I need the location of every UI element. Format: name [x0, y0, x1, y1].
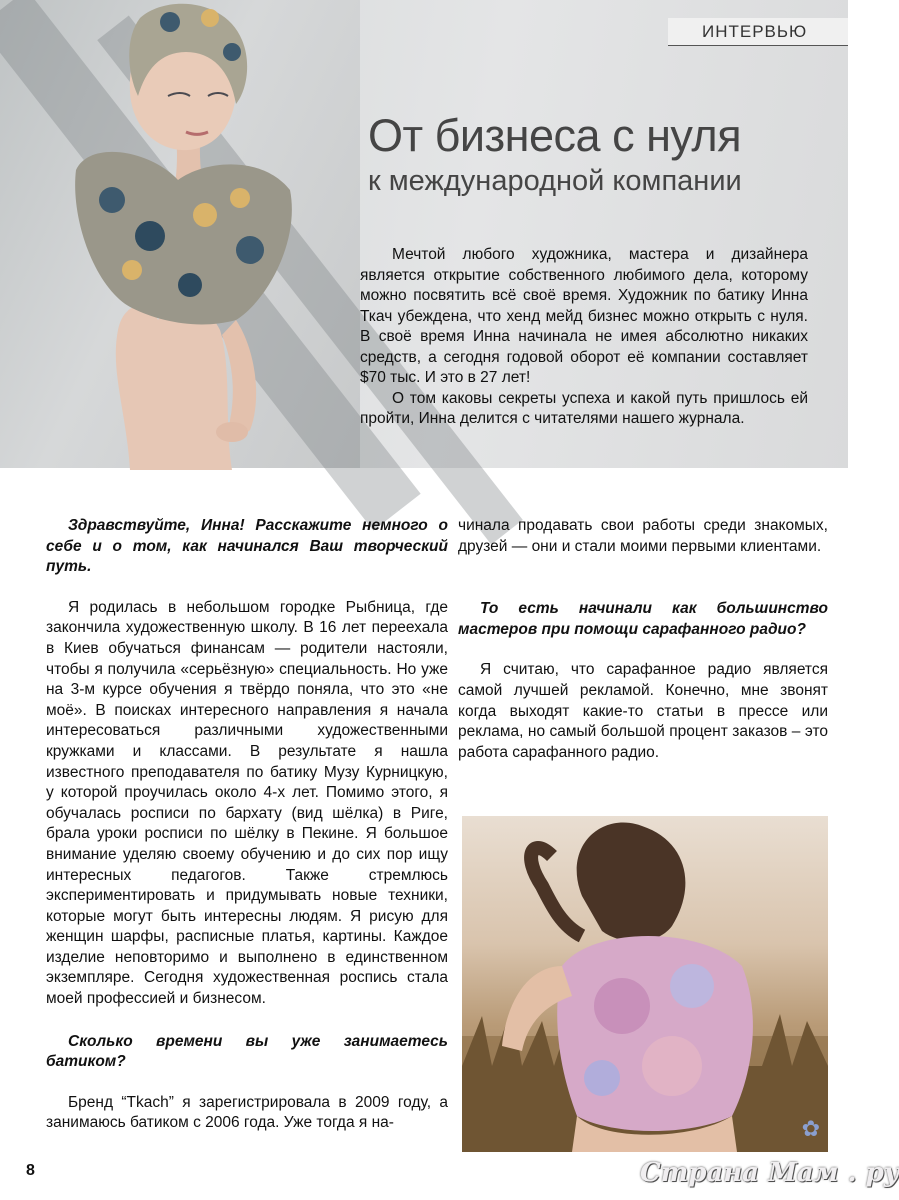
- left-column: [46, 516, 448, 1134]
- intro-paragraph: О том каковы секреты успеха и какой путь пришлось ей пройти, Инна делится с читателями нашего журнала.: [360, 389, 808, 427]
- interview-answer: Я считаю, что сарафанное радио является самой лучшей рекламой. Конечно, мне звонят когда выходят какие-то статьи в прессе или реклама, но самый большой процент заказов – это работа сарафанного радио.: [458, 661, 828, 761]
- page-number: 8: [26, 1162, 35, 1179]
- right-column: [458, 516, 828, 763]
- interview-question: Сколько времени вы уже занимаетесь батиком?: [46, 1032, 448, 1071]
- interview-question: То есть начинали как большинство мастеров при помощи сарафанного радио?: [458, 600, 828, 638]
- woman-in-scarf-icon: [0, 0, 360, 468]
- section-label-text: ИНТЕРВЬЮ: [702, 22, 808, 41]
- woman-with-pink-scarf-icon: [462, 816, 828, 1152]
- hero-photo: [0, 0, 360, 468]
- interview-answer: Бренд “Tkach” я зарегистрировала в 2009 году, а занимаюсь батиком с 2006 года. Уже тогда я на-: [46, 1093, 448, 1132]
- interview-question: Здравствуйте, Инна! Расскажите немного о себе и о том, как начинался Ваш творческий путь.: [46, 517, 448, 576]
- article-subtitle: к международной компании: [368, 165, 742, 197]
- article-title: От бизнеса с нуля: [368, 110, 742, 161]
- article-photo: [462, 816, 828, 1152]
- butterfly-icon: ✿: [801, 1116, 820, 1141]
- photo-credit-fine-print: [30, 446, 350, 451]
- intro-paragraph: Мечтой любого художника, мастера и дизайнера является открытие собственного любимого дела, которому можно посвятить всё своё время. Художник по батику Инна Ткач убеждена, что хенд мейд бизнес можно открыть с нуля. В своё время Инна начинала не имея абсолютно никаких средств, а сегодня годовой оборот её компании составляет $70 тыс. И это в 27 лет!: [360, 246, 808, 386]
- section-label: [668, 18, 848, 46]
- site-watermark: Страна Мам . ру: [640, 1158, 899, 1188]
- interview-answer: Я родилась в небольшом городке Рыбница, где закончила художественную школу. В 16 лет переехала в Киев обучаться финансам — родители настояли, чтобы я получила «серьёзную» специальность. Но уже на 3-м курсе обучения я твёрдо поняла, что это «не моё». В поисках интересного направления я начала интересоваться различными художественными кружками и классами. В результате я нашла известного преподавателя по батику Музу Курницкую, у которой проучилась около 4-х лет. Помимо этого, я обучалась росписи по бархату (вид шёлка) в Риге, брала уроки росписи по шёлку в Пекине. Я большое внимание уделяю своему обучению и до сих пор ищу интересных педагогов. Также стремлюсь экспериментировать и придумывать новые техники, которые могут быть интересны людям. Я рисую для женщин шарфы, расписные платья, картины. Каждое изделие неповторимо и выполнено в единственном экземпляре. Сегодня художественная роспись стала моей профессией и бизнесом.: [46, 598, 448, 1008]
- intro-paragraphs: [360, 245, 808, 430]
- interview-answer-continued: чинала продавать свои работы среди знакомых, друзей — они и стали моими первыми клиентами.: [458, 517, 828, 555]
